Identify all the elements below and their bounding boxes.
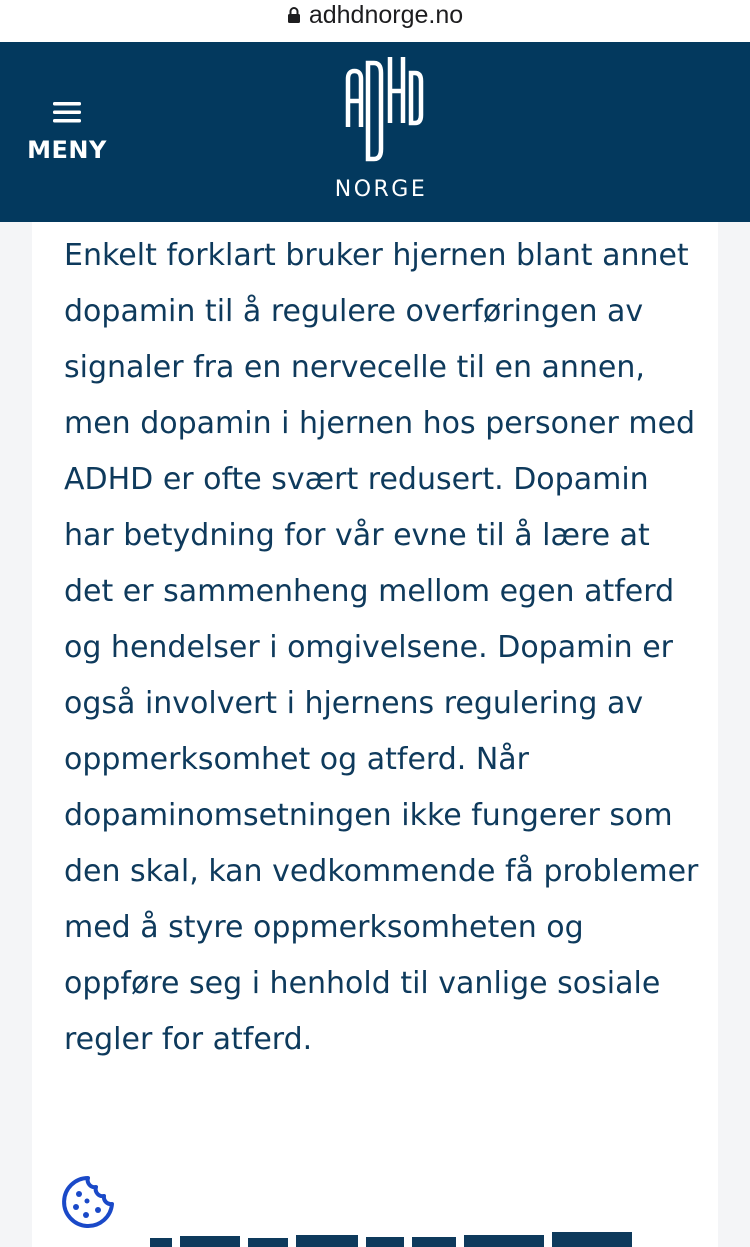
menu-label: MENY	[27, 136, 107, 164]
article-paragraph: Enkelt forklart bruker hjernen blant annet dopamin til å regulere overføringen av signaler fra en nervecelle til en annen, men dopamin i hjernen hos personer med ADHD er ofte svært redusert. Dopamin har betydning for vår evne til å lære at det er sammenheng mellom egen atferd og hendelser i omgivelsene. Dopamin er også involvert i hjernens regulering av oppmerksomhet og atferd. Når dopaminomsetningen ikke fungerer som den skal, kan vedkommende få problemer med å styre oppmerksomheten og oppføre seg i henhold til vanlige sosiale regler for atferd.	[64, 238, 699, 1057]
hamburger-icon	[53, 100, 81, 124]
logo-text: NORGE	[334, 177, 428, 202]
url-text: adhdnorge.no	[308, 0, 464, 29]
adhd-logo-mark	[336, 57, 426, 167]
cookie-icon	[60, 1174, 116, 1230]
cookie-settings-button[interactable]	[50, 1164, 126, 1240]
adhd-norge-logo[interactable]	[326, 57, 436, 217]
menu-button[interactable]	[28, 100, 106, 170]
lock-icon	[287, 6, 301, 24]
site-header	[0, 42, 750, 222]
next-paragraph-fragment	[150, 1232, 710, 1247]
browser-url-bar[interactable]	[0, 0, 750, 42]
